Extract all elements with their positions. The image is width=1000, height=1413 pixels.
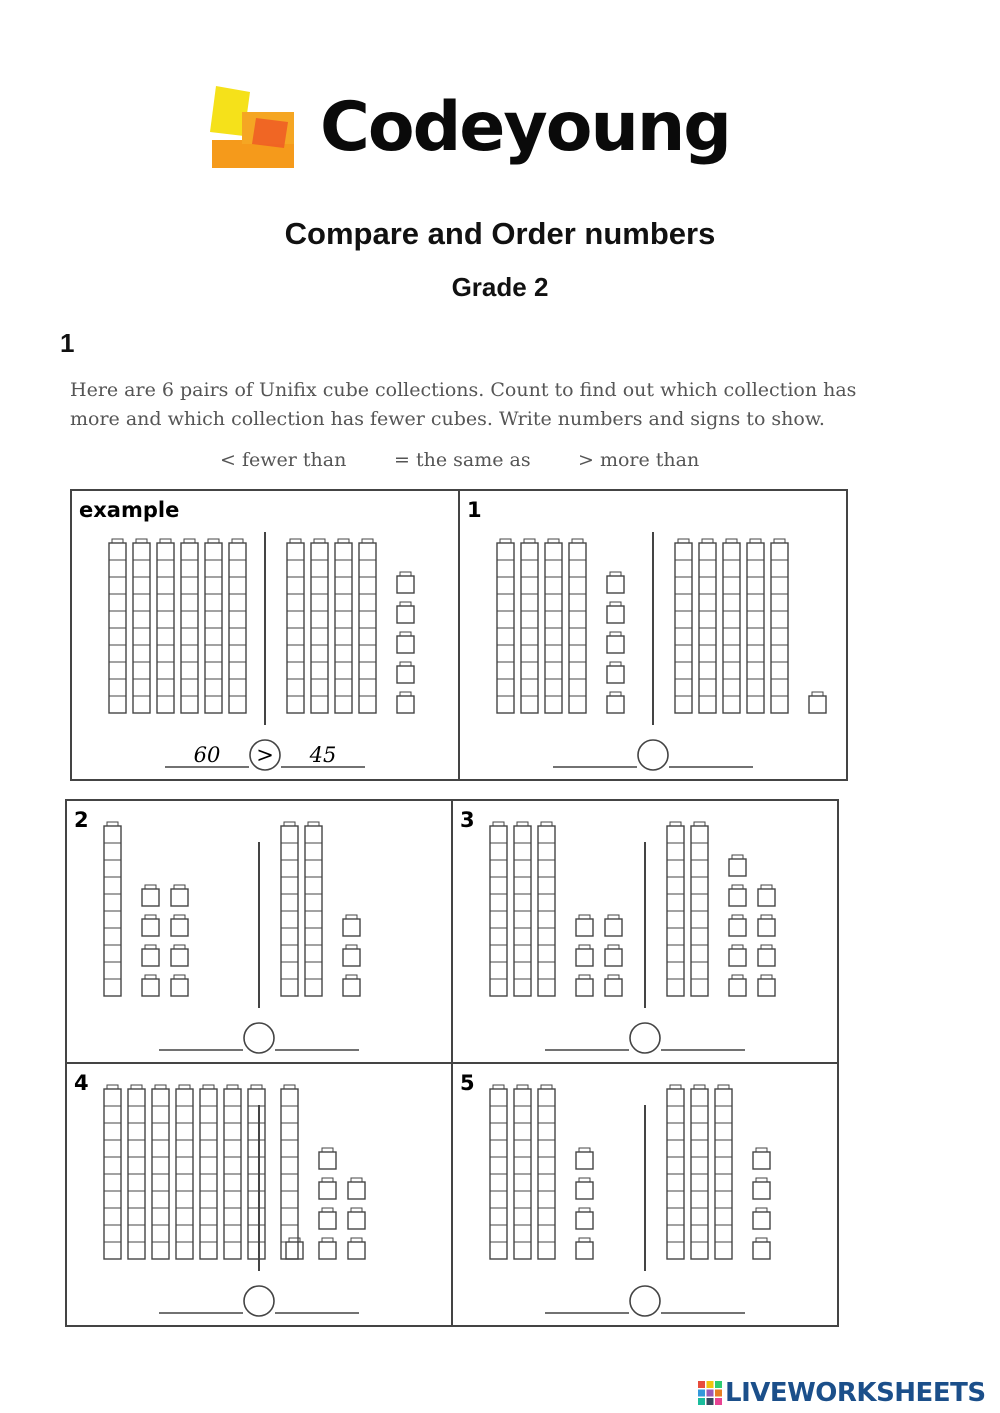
right-one-cube bbox=[343, 919, 360, 936]
right-one-cube bbox=[397, 636, 414, 653]
left-one-cube bbox=[576, 1242, 593, 1259]
right-one-cube bbox=[729, 919, 746, 936]
right-one-cube bbox=[809, 696, 826, 713]
instructions-text: Here are 6 pairs of Unifix cube collections. Count to find out which collection has more and which collection has fewer cubes. Write numbers and signs to show. bbox=[70, 379, 857, 430]
right-one-cube bbox=[753, 1182, 770, 1199]
legend-more: > more than bbox=[578, 449, 700, 471]
right-one-cube bbox=[397, 696, 414, 713]
legend-fewer: < fewer than bbox=[220, 449, 347, 471]
right-one-cube bbox=[348, 1182, 365, 1199]
right-one-cube bbox=[319, 1152, 336, 1169]
answer-sign-circle bbox=[244, 1023, 274, 1053]
left-one-cube bbox=[576, 1152, 593, 1169]
right-one-cube bbox=[753, 1152, 770, 1169]
answer-right-value: 45 bbox=[309, 743, 337, 767]
brand-name: Codeyoung bbox=[320, 88, 730, 167]
watermark-text: LIVEWORKSHEETS bbox=[725, 1378, 986, 1408]
left-one-cube bbox=[171, 979, 188, 996]
right-one-cube bbox=[397, 666, 414, 683]
answer-sign-circle bbox=[638, 740, 668, 770]
left-one-cube bbox=[171, 949, 188, 966]
right-one-cube bbox=[729, 889, 746, 906]
right-one-cube bbox=[343, 949, 360, 966]
liveworksheets-logo-icon bbox=[697, 1380, 723, 1406]
left-one-cube bbox=[607, 636, 624, 653]
answer-sign-circle bbox=[630, 1023, 660, 1053]
left-one-cube bbox=[142, 889, 159, 906]
answer-sign-circle bbox=[244, 1286, 274, 1316]
right-one-cube bbox=[758, 919, 775, 936]
panel-label: 4 bbox=[74, 1071, 89, 1095]
right-one-cube bbox=[729, 979, 746, 996]
right-one-cube bbox=[753, 1242, 770, 1259]
answer-sign-circle bbox=[630, 1286, 660, 1316]
left-one-cube bbox=[286, 1242, 303, 1259]
left-one-cube bbox=[576, 919, 593, 936]
page-title: Compare and Order numbers bbox=[284, 216, 716, 251]
question-number: 1 bbox=[60, 328, 75, 358]
right-one-cube bbox=[397, 576, 414, 593]
left-one-cube bbox=[142, 949, 159, 966]
panel-label: 5 bbox=[460, 1071, 475, 1095]
left-one-cube bbox=[576, 949, 593, 966]
left-one-cube bbox=[607, 576, 624, 593]
left-one-cube bbox=[171, 889, 188, 906]
left-one-cube bbox=[605, 919, 622, 936]
grade-label: Grade 2 bbox=[451, 272, 549, 302]
answer-left-value: 60 bbox=[193, 743, 221, 767]
right-one-cube bbox=[319, 1182, 336, 1199]
right-one-cube bbox=[758, 979, 775, 996]
panel-label: example bbox=[79, 498, 180, 522]
panel-label: 1 bbox=[467, 498, 482, 522]
left-one-cube bbox=[142, 979, 159, 996]
right-one-cube bbox=[319, 1212, 336, 1229]
answer-sign-value: > bbox=[256, 743, 274, 767]
right-one-cube bbox=[758, 889, 775, 906]
right-one-cube bbox=[348, 1212, 365, 1229]
panel-label: 3 bbox=[460, 808, 475, 832]
right-one-cube bbox=[758, 949, 775, 966]
liveworksheets-watermark bbox=[697, 1378, 997, 1408]
left-one-cube bbox=[142, 919, 159, 936]
right-one-cube bbox=[319, 1242, 336, 1259]
left-one-cube bbox=[576, 979, 593, 996]
left-one-cube bbox=[605, 949, 622, 966]
legend-same: = the same as bbox=[394, 449, 531, 471]
right-one-cube bbox=[729, 859, 746, 876]
panel-label: 2 bbox=[74, 808, 89, 832]
right-one-cube bbox=[397, 606, 414, 623]
right-one-cube bbox=[729, 949, 746, 966]
left-one-cube bbox=[607, 666, 624, 683]
left-one-cube bbox=[607, 606, 624, 623]
right-one-cube bbox=[348, 1242, 365, 1259]
left-one-cube bbox=[607, 696, 624, 713]
right-one-cube bbox=[343, 979, 360, 996]
left-one-cube bbox=[605, 979, 622, 996]
left-one-cube bbox=[576, 1212, 593, 1229]
right-one-cube bbox=[753, 1212, 770, 1229]
left-one-cube bbox=[171, 919, 188, 936]
left-one-cube bbox=[576, 1182, 593, 1199]
